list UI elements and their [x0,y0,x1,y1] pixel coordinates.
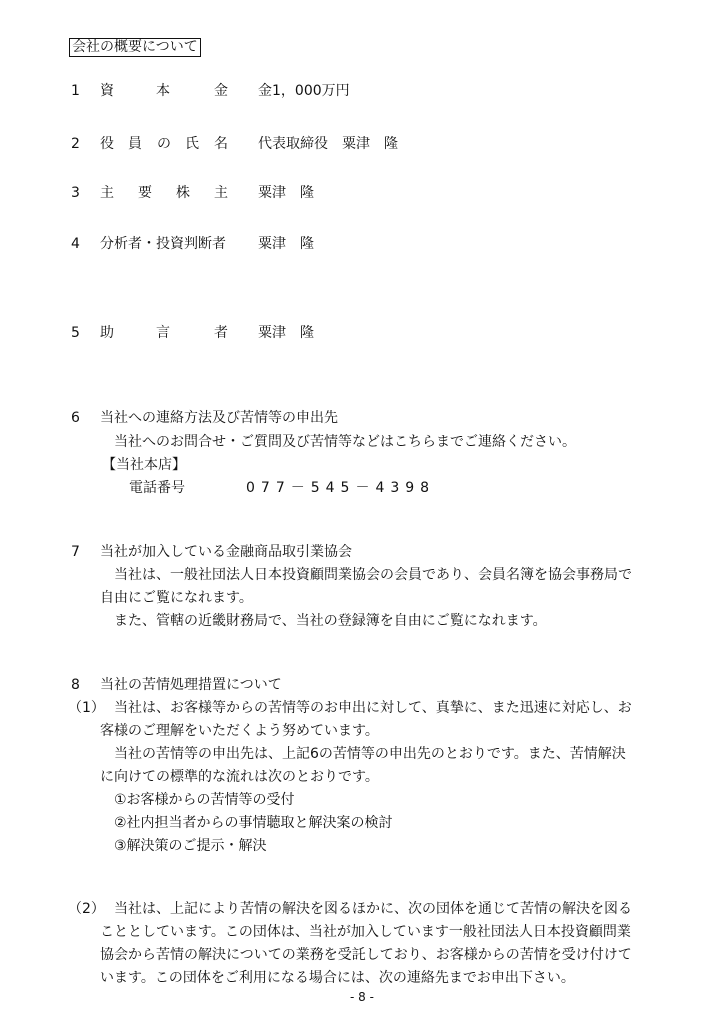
section-heading: 当社が加入している金融商品取引業協会 [100,544,352,560]
paragraph-line: また、管轄の近畿財務局で、当社の登録簿を自由にご覧になれます。 [114,613,547,629]
paragraph-line: います。この団体をご利用になる場合には、次の連絡先までお申出下さい。 [100,970,575,986]
phone-number: 077－545－4398 [246,480,436,496]
item-label-char: 株 [176,185,190,201]
office-label: 【当社本店】 [102,457,186,473]
paragraph-line: に向けての標準的な流れは次のとおりです。 [100,769,379,785]
item-number: 2 [71,136,80,152]
item-number: 5 [71,325,80,341]
item-value: 代表取締役 粟津 隆 [258,136,398,152]
paragraph-line: 客様のご理解をいただくよう努めています。 [100,723,379,739]
section-number: 6 [71,410,80,426]
item-label-char: 金 [214,83,228,99]
section-heading: 当社の苦情処理措置について [100,677,282,693]
item-number: 1 [71,83,80,99]
section-number: 8 [71,677,80,693]
item-label-char: の [157,136,171,152]
paragraph-line: 当社へのお問合せ・ご質問及び苦情等などはこちらまでご連絡ください。 [114,434,576,450]
item-label-char: 資 [100,83,114,99]
phone-label: 電話番号 [129,480,185,496]
item-label-char: 氏 [185,136,199,152]
paragraph-line: 協会から苦情の解決についての業務を受託しており、お客様からの苦情を受け付けて [100,947,632,963]
step-item: ①お客様からの苦情等の受付 [114,792,295,808]
item-label-char: 要 [138,185,152,201]
item-label-char: 主 [214,185,228,201]
item-value: 粟津 隆 [258,325,314,341]
paragraph-line: こととしています。この団体は、当社が加入しています一般社団法人日本投資顧問業 [100,924,631,940]
paragraph-line: 当社は、上記により苦情の解決を図るほかに、次の団体を通じて苦情の解決を図る [114,901,632,917]
section-number: 7 [71,544,80,560]
page-title: 会社の概要について [69,38,201,57]
item-value: 金1，000万円 [258,83,350,99]
item-number: 3 [71,185,80,201]
item-label: 分析者・投資判断者 [100,236,226,252]
step-item: ③解決策のご提示・解決 [114,838,267,854]
item-value: 粟津 隆 [258,185,314,201]
item-number: 4 [71,236,80,252]
item-label-char: 者 [214,325,228,341]
step-item: ②社内担当者からの事情聴取と解決案の検討 [114,815,393,831]
paragraph-line: 当社の苦情等の申出先は、上記6の苦情等の申出先のとおりです。また、苦情解決 [114,746,626,762]
paragraph-line: 自由にご覧になれます。 [100,590,253,606]
item-label-char: 員 [128,136,142,152]
item-label-char: 助 [100,325,114,341]
item-label-char: 役 [100,136,114,152]
paragraph-line: 当社は、一般社団法人日本投資顧問業協会の会員であり、会員名簿を協会事務局で [114,567,632,583]
paragraph-line: 当社は、お客様等からの苦情等のお申出に対して、真摯に、また迅速に対応し、お [114,700,632,716]
paragraph-marker: （1） [68,700,105,716]
item-label-char: 言 [156,325,170,341]
item-label-char: 名 [214,136,228,152]
item-value: 粟津 隆 [258,236,314,252]
item-label-char: 主 [100,185,114,201]
paragraph-marker: （2） [68,901,105,917]
section-heading: 当社への連絡方法及び苦情等の申出先 [100,410,338,426]
item-label-char: 本 [156,83,170,99]
page-number: - 8 - [350,990,374,1004]
